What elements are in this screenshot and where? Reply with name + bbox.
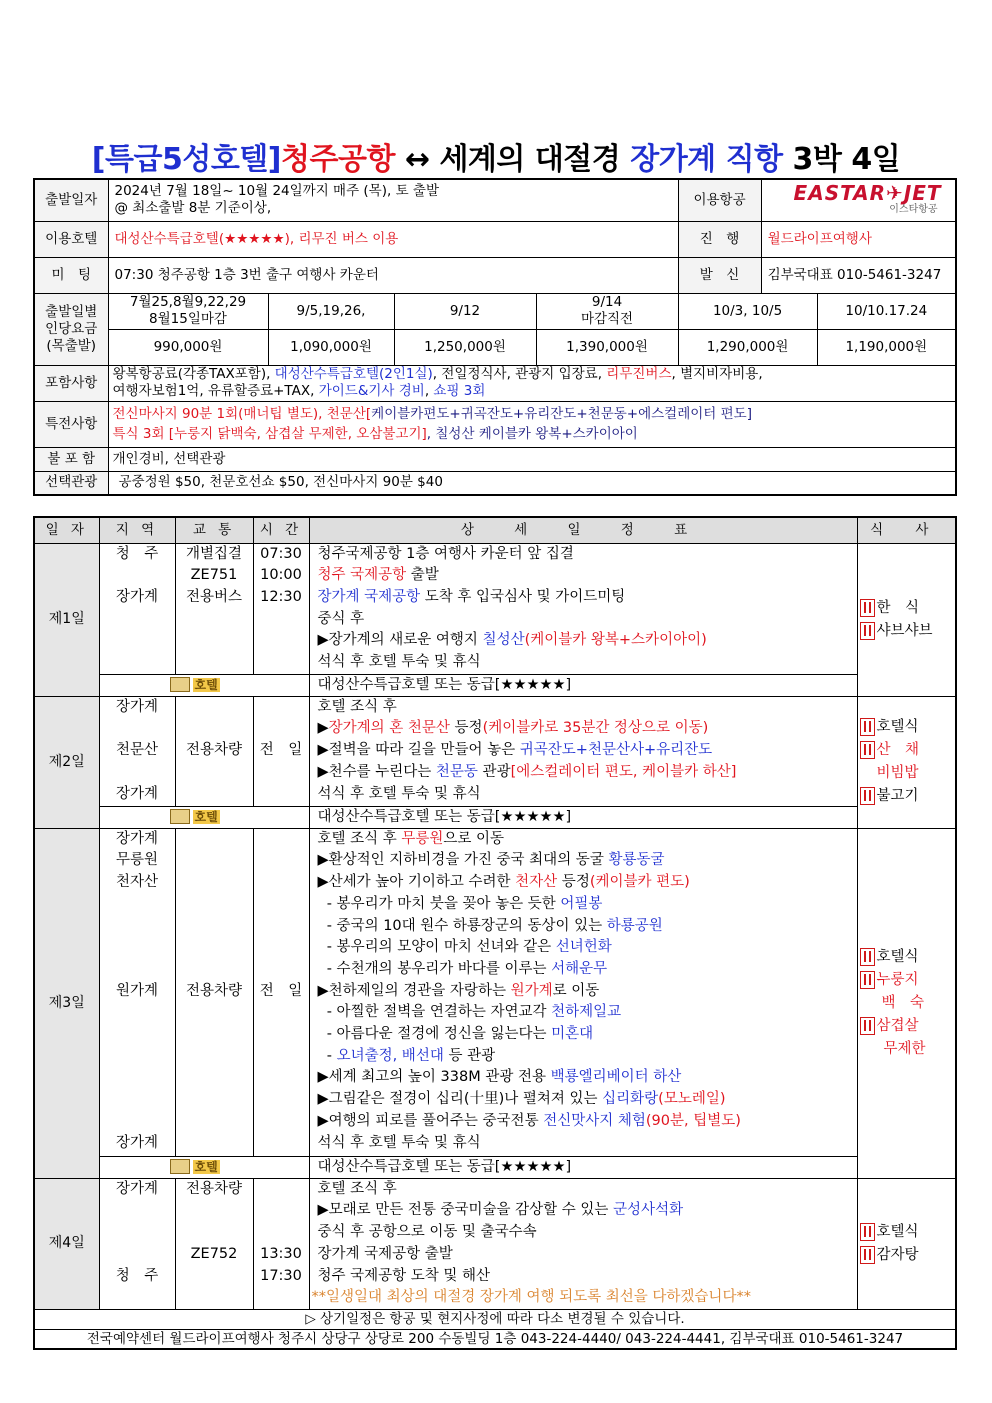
time-line: 07:30 — [260, 545, 302, 562]
price-label-line-1: 출발일별 — [45, 303, 98, 320]
detail-highlight: 어필봉 — [560, 895, 603, 912]
header-transport: 교 통 — [175, 517, 253, 543]
region-line: 청 주 — [115, 1267, 159, 1284]
detail-highlight: 원가계 — [510, 982, 553, 999]
title-duration: 3박 4일 — [782, 142, 901, 177]
option-label: 선택관광 — [34, 471, 108, 495]
detail-line — [318, 762, 849, 784]
detail-line — [318, 981, 849, 1003]
detail-highlight: 천자산 — [515, 874, 558, 891]
day-4-time — [253, 1178, 309, 1309]
transport-line: 개별집결 — [185, 545, 243, 562]
region-line: 무릉원 — [115, 852, 159, 869]
detail-text: - 봉우리가 마치 붓을 꽂아 놓은 듯한 — [317, 895, 561, 912]
detail-line — [318, 1200, 849, 1222]
hotel-tag: 호텔 — [194, 677, 218, 692]
sender-value: 김부국대표 010-5461-3247 — [761, 257, 956, 293]
header-time: 시 간 — [253, 517, 309, 543]
detail-line — [318, 959, 849, 981]
region-line: 장가계 — [115, 698, 159, 715]
detail-text: - 아찔한 절벽을 연결하는 자연교각 — [317, 1004, 552, 1021]
detail-text: 도착 후 입국심사 및 가이드미팅 — [420, 588, 626, 605]
day-1-label: 제1일 — [34, 543, 99, 696]
detail-text: ▶모래로 만든 전통 중국미술을 감상할 수 있는 — [317, 1202, 614, 1219]
exclude-value: 개인경비, 선택관광 — [108, 447, 956, 471]
price-value: 1,250,000원 — [394, 329, 536, 365]
detail-line: 석식 후 호텔 투숙 및 휴식 — [317, 785, 481, 802]
schedule-note: ▷ 상기일정은 항공 및 현지사정에 따라 다소 변경될 수 있습니다. — [34, 1309, 956, 1329]
depart-line-1: 2024년 7월 18일~ 10월 24일까지 매주 (목), 토 출발 — [114, 183, 439, 200]
detail-text: 호텔 조식 후 — [317, 830, 402, 847]
detail-sight: 칠성산 — [482, 632, 525, 649]
hotel-label: 이용호텔 — [34, 221, 108, 257]
detail-highlight: 미혼대 — [551, 1026, 594, 1043]
price-date — [678, 293, 817, 329]
detail-line — [318, 630, 849, 652]
include-text: 여행자보험1억, 유류할증료+TAX, — [112, 383, 319, 399]
region-line — [102, 565, 173, 587]
region-line: 천문산 — [115, 742, 159, 759]
day-4-transport — [175, 1178, 253, 1309]
price-date — [268, 293, 394, 329]
meal-icon — [860, 948, 875, 966]
progress-value: 월드라이프여행사 — [761, 221, 956, 257]
detail-line — [318, 894, 849, 916]
region-line — [102, 718, 173, 740]
day-2-hotel: 대성산수특급호텔 또는 동급[★★★★★] — [309, 806, 857, 828]
include-shopping: 쇼핑 3회 — [433, 383, 486, 399]
detail-text: 관광 — [477, 763, 511, 780]
detail-airport: 청주 국제공항 — [317, 567, 407, 584]
detail-highlight: 서해운무 — [551, 960, 608, 977]
meal-item — [860, 1244, 954, 1267]
day-4-meals — [857, 1178, 956, 1309]
hotel-tag: 호텔 — [194, 1159, 218, 1174]
meal-item — [860, 969, 954, 992]
price-date-note: 마감직전 — [580, 311, 634, 327]
header-meal: 식 사 — [857, 517, 956, 543]
detail-text: - 봉우리의 모양이 마치 선녀와 같은 — [317, 939, 556, 956]
day-1-detail — [309, 543, 857, 674]
detail-line: 청주국제공항 1층 여행사 카운터 앞 집결 — [317, 545, 574, 562]
detail-highlight: 전신맛사지 체험 — [543, 1112, 646, 1129]
detail-option: (케이블카로 35분간 정상으로 이동) — [482, 720, 709, 737]
include-text: , 전일정식사, 관광지 입장료, — [432, 366, 607, 382]
airline-logo — [761, 179, 956, 221]
price-date — [108, 293, 268, 329]
detail-text: - 아름다운 절경에 정신을 잃는다는 — [317, 1026, 552, 1043]
day-2-label: 제2일 — [34, 696, 99, 828]
detail-text: - — [317, 1047, 337, 1064]
closing-message: **일생일대 최상의 대절경 장가계 여행 되도록 최선을 다하겠습니다** — [311, 1289, 751, 1306]
day-3-detail — [309, 828, 857, 1156]
day-1-time — [253, 543, 309, 674]
special-text: , 천문산[ — [318, 406, 372, 422]
meal-icon — [860, 718, 875, 736]
price-date-line: 7월25,8월9,22,29 — [129, 294, 247, 310]
hotel-icon-cell — [99, 1156, 309, 1178]
hotel-icon — [170, 809, 190, 824]
meal-text: 무제한 — [883, 1040, 926, 1057]
meal-item — [860, 946, 954, 969]
info-table — [33, 178, 957, 496]
price-date — [817, 293, 956, 329]
header-day: 일 자 — [34, 517, 99, 543]
header-region: 지 역 — [99, 517, 175, 543]
region-line: 청 주 — [115, 545, 159, 562]
detail-line — [318, 937, 849, 959]
meal-text: 호텔식 — [876, 719, 919, 736]
price-date-line: 9/14 — [591, 294, 623, 310]
meal-text: 누룽지 — [876, 971, 919, 988]
detail-text: 으로 이동 — [443, 830, 505, 847]
detail-highlight: 무릉원 — [401, 830, 444, 847]
meal-icon — [860, 971, 875, 989]
transport-line: 전용버스 — [185, 588, 243, 605]
meal-text: 감자탕 — [876, 1246, 919, 1263]
day-4-label: 제4일 — [34, 1178, 99, 1309]
detail-highlight: 천하제일교 — [551, 1004, 622, 1021]
meal-icon — [860, 741, 875, 759]
meeting-label: 미 팅 — [34, 257, 108, 293]
detail-line: 중식 후 — [317, 610, 365, 627]
transport-line: ZE752 — [190, 1245, 238, 1262]
transport-line: 전용차량 — [185, 1180, 243, 1197]
option-value: 공중정원 $50, 천문호선쇼 $50, 전신마사지 90분 $40 — [108, 471, 956, 495]
include-label: 포함사항 — [34, 365, 108, 401]
hotel-icon — [170, 1159, 190, 1174]
price-date-note: 8월15일마감 — [149, 311, 227, 327]
time-line: 12:30 — [260, 588, 302, 605]
day-3-label: 제3일 — [34, 828, 99, 1178]
detail-line — [318, 1067, 849, 1089]
detail-highlight: 황룡동굴 — [608, 852, 665, 869]
depart-label: 출발일자 — [34, 179, 108, 221]
meal-icon — [860, 1017, 875, 1035]
transport-line: ZE751 — [190, 567, 238, 584]
title-airport: 청주공항 — [281, 142, 395, 177]
price-label-line-2: 인당요금 — [45, 320, 98, 337]
detail-line — [318, 1024, 849, 1046]
detail-text: ▶천하제일의 경관을 자랑하는 — [317, 982, 511, 999]
detail-highlight: (모노레일) — [658, 1091, 726, 1108]
price-label-line-3: (목출발) — [46, 337, 97, 354]
time-line: 13:30 — [260, 1245, 302, 1262]
detail-text: ▶천수를 누린다는 — [317, 763, 436, 780]
hotel-tag: 호텔 — [194, 809, 218, 824]
day-1-region — [99, 543, 175, 674]
detail-text: - 중국의 10대 원수 하룡장군의 동상이 있는 — [317, 917, 607, 934]
detail-sight: 귀곡잔도+천문산사+유리잔도 — [519, 742, 713, 759]
price-value: 1,290,000원 — [678, 329, 817, 365]
meal-text: 호텔식 — [876, 948, 919, 965]
day-1-meals — [857, 543, 956, 696]
day-3-region — [99, 828, 175, 1156]
region-line — [102, 762, 173, 784]
special-meals: 특식 3회 [누룽지 닭백숙, 삼겹살 무제한, 오삼불고기] — [112, 426, 427, 442]
include-hotel: 대성산수특급호텔(2인1실) — [274, 366, 433, 382]
day-2-meals — [857, 696, 956, 828]
detail-line: 중식 후 공항으로 이동 및 출국수속 — [317, 1224, 537, 1241]
price-date-line: 9/12 — [449, 302, 481, 319]
special-value — [108, 401, 956, 447]
detail-sight: 장가계의 혼 천문산 — [328, 720, 450, 737]
time-line: 10:00 — [260, 567, 302, 584]
hotel-icon-cell — [99, 674, 309, 696]
meal-icon — [860, 1223, 875, 1241]
include-value — [108, 365, 956, 401]
detail-highlight: 백룡엘리베이터 하산 — [550, 1069, 682, 1086]
region-line: 장가계 — [115, 1180, 159, 1197]
price-date-line: 9/5,19,26, — [296, 302, 366, 319]
meal-item — [860, 716, 954, 739]
price-value: 990,000원 — [108, 329, 268, 365]
detail-text: ▶환상적인 지하비경을 가진 중국 최대의 동굴 — [317, 852, 609, 869]
meal-icon — [860, 787, 875, 805]
detail-line — [318, 587, 849, 609]
detail-line — [318, 1089, 849, 1111]
hotel-value: 대성산수특급호텔(★★★★★), 리무진 버스 이용 — [108, 221, 678, 257]
meal-text: 백 숙 — [881, 994, 925, 1011]
detail-line — [318, 916, 849, 938]
price-date-line: 10/3, 10/5 — [712, 302, 783, 319]
region-line: 장가계 — [115, 785, 159, 802]
airline-logo-sub: 이스타항공 — [889, 204, 938, 216]
detail-line: 장가계 국제공항 출발 — [317, 1245, 453, 1262]
title-destination: 장가계 직항 — [630, 142, 783, 177]
price-value: 1,090,000원 — [268, 329, 394, 365]
include-limo: 리무진버스 — [606, 366, 672, 382]
detail-sight: 천문동 — [435, 763, 478, 780]
detail-line — [318, 850, 849, 872]
depart-value — [108, 179, 678, 221]
detail-text: 등 관광 — [443, 1047, 496, 1064]
detail-line: 청주 국제공항 도착 및 해산 — [317, 1267, 491, 1284]
meal-text: 삼겹살 — [876, 1017, 919, 1034]
meal-icon — [860, 1246, 875, 1264]
detail-line — [318, 740, 849, 762]
detail-text: 석식 후 호텔 투숙 및 휴식 — [317, 1134, 481, 1151]
detail-airport: 장가계 국제공항 — [317, 588, 421, 605]
depart-line-2: @ 최소출발 8분 기준이상, — [114, 200, 272, 217]
detail-line — [318, 565, 849, 587]
detail-text: ▶세계 최고의 높이 338M 관광 전용 — [317, 1069, 551, 1086]
detail-highlight: 하룡공원 — [606, 917, 663, 934]
detail-line — [318, 872, 849, 894]
day-3-time: 전 일 — [253, 828, 309, 1156]
detail-option: (케이블카 왕복+스카이아이) — [524, 632, 707, 649]
day-2-time: 전 일 — [253, 696, 309, 806]
detail-text: 출발 — [406, 567, 439, 584]
special-cheonmun: 케이블카편도+귀곡잔도+유리잔도+천문동+에스컬레이터 편도] — [371, 406, 752, 422]
day-2-transport: 전용차량 — [175, 696, 253, 806]
detail-highlight: 오녀출정, 배선대 — [336, 1047, 444, 1064]
meal-item — [860, 620, 954, 643]
day-2-region — [99, 696, 175, 806]
price-value: 1,190,000원 — [817, 329, 956, 365]
schedule-table — [33, 516, 957, 1350]
meal-text: 불고기 — [876, 788, 919, 805]
special-massage: 전신마사지 90분 1회(매너팁 별도) — [112, 406, 319, 422]
day-1-hotel: 대성산수특급호텔 또는 동급[★★★★★] — [309, 674, 857, 696]
time-line: 17:30 — [260, 1267, 302, 1284]
region-line: 장가계 — [115, 588, 159, 605]
detail-highlight: (케이블카 편도) — [589, 874, 690, 891]
detail-line: 석식 후 호텔 투숙 및 휴식 — [317, 654, 481, 671]
meal-text: 한 식 — [876, 599, 920, 616]
price-date-line: 10/10.17.24 — [845, 302, 928, 319]
meal-item — [860, 597, 954, 620]
page-title — [0, 134, 992, 178]
detail-text: ▶절벽을 따라 길을 만들어 놓은 — [317, 742, 520, 759]
day-2-detail — [309, 696, 857, 806]
include-text: 왕복항공료(각종TAX포함), — [112, 366, 275, 382]
detail-line — [318, 1111, 849, 1133]
price-value: 1,390,000원 — [536, 329, 678, 365]
hotel-icon — [170, 677, 190, 692]
sender-label: 발 신 — [678, 257, 761, 293]
airline-label: 이용항공 — [678, 179, 761, 221]
detail-line — [318, 718, 849, 740]
detail-text: 등정 — [557, 874, 590, 891]
detail-text: ▶장가계의 새로운 여행지 — [317, 632, 483, 649]
meal-text: 비빔밥 — [876, 765, 919, 782]
day-4-detail — [309, 1178, 857, 1309]
title-tag: [특급5성호텔] — [91, 142, 281, 177]
meeting-value: 07:30 청주공항 1층 3번 출구 여행사 카운터 — [108, 257, 678, 293]
detail-text: 로 이동 — [552, 982, 600, 999]
price-date — [536, 293, 678, 329]
exclude-label: 불 포 함 — [34, 447, 108, 471]
special-chilseong: , 칠성산 케이블카 왕복+스카이아이 — [426, 426, 638, 442]
day-3-hotel: 대성산수특급호텔 또는 동급[★★★★★] — [309, 1156, 857, 1178]
meal-text: 샤브샤브 — [876, 622, 933, 639]
detail-line — [318, 1046, 849, 1068]
price-date — [394, 293, 536, 329]
detail-text: ▶여행의 피로를 풀어주는 중국전통 — [317, 1112, 544, 1129]
meal-item — [860, 1015, 954, 1038]
region-line: 장가계 — [115, 1134, 159, 1151]
title-middle: ↔ 세계의 대절경 — [394, 142, 631, 177]
day-1-transport — [175, 543, 253, 674]
detail-option: [에스컬레이터 편도, 케이블카 하산] — [510, 763, 737, 780]
region-line: 원가계 — [115, 982, 159, 999]
meal-text: 산 채 — [876, 742, 920, 759]
meal-item — [860, 739, 954, 762]
meal-icon — [860, 599, 875, 617]
hotel-icon-cell — [99, 806, 309, 828]
detail-highlight: 선녀헌화 — [555, 939, 612, 956]
detail-highlight: (90분, 팁별도) — [645, 1112, 741, 1129]
meal-item — [860, 1221, 954, 1244]
include-text: , — [424, 383, 434, 399]
detail-line — [318, 1133, 849, 1155]
detail-text: ▶산세가 높아 기이하고 수려한 — [317, 874, 516, 891]
include-guide: 가이드&기사 경비 — [318, 383, 425, 399]
airline-logo-text: EASTAR✈JET — [793, 181, 942, 206]
detail-sight: 군성사석화 — [613, 1202, 684, 1219]
day-3-meals — [857, 828, 956, 1178]
detail-line — [318, 1002, 849, 1024]
special-label: 특전사항 — [34, 401, 108, 447]
price-label — [34, 293, 108, 365]
footer-contact: 전국예약센터 월드라이프여행사 청주시 상당구 상당로 200 수동빌딩 1층 043-224-4440/ 043-224-4441, 김부국대표 010-5461-3247 — [34, 1329, 956, 1349]
meal-text: 호텔식 — [876, 1223, 919, 1240]
include-text: , 별지비자비용, — [671, 366, 763, 382]
detail-text: - 수천개의 봉우리가 바다를 이루는 — [317, 960, 552, 977]
detail-text: ▶그림같은 절경이 십리(十里)나 펼쳐져 있는 — [317, 1091, 603, 1108]
meal-icon — [860, 622, 875, 640]
detail-line: 호텔 조식 후 — [317, 698, 397, 715]
meal-item — [860, 785, 954, 808]
detail-line: 호텔 조식 후 — [317, 1180, 397, 1197]
progress-label: 진 행 — [678, 221, 761, 257]
detail-text: ▶ — [317, 720, 329, 737]
day-4-region — [99, 1178, 175, 1309]
region-line: 장가계 — [115, 830, 159, 847]
detail-text: 등정 — [449, 720, 483, 737]
header-detail: 상 세 일 정 표 — [309, 517, 857, 543]
detail-highlight: 십리화랑 — [602, 1091, 659, 1108]
day-3-transport: 전용차량 — [175, 828, 253, 1156]
detail-line — [318, 829, 849, 851]
region-line: 천자산 — [115, 874, 159, 891]
